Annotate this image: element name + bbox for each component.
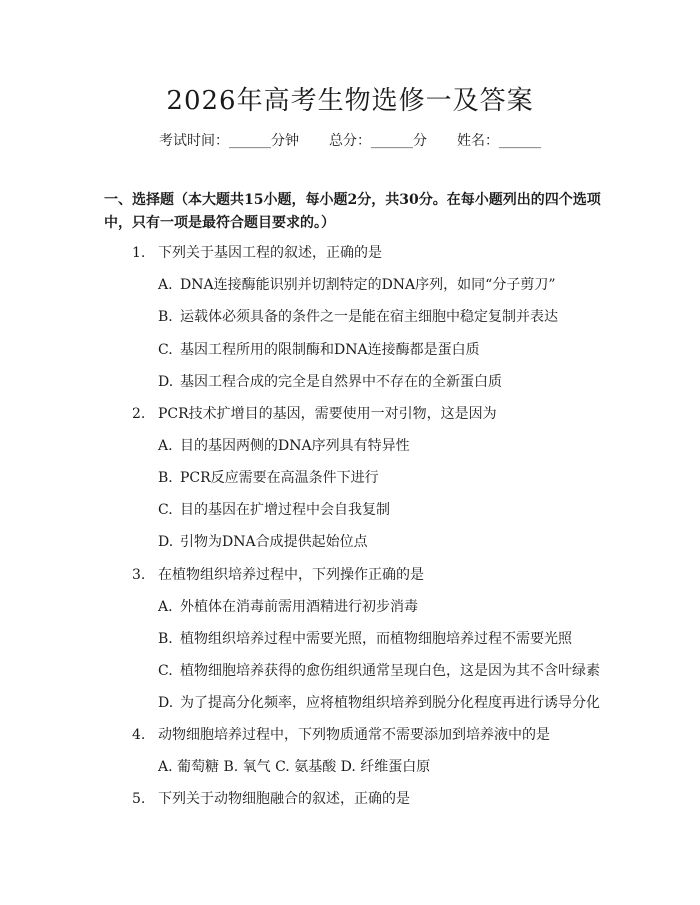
question-stem: 在植物组织培养过程中，下列操作正确的是 — [158, 567, 424, 583]
option-letter: C. — [158, 663, 173, 679]
option-letter: B. — [158, 470, 173, 486]
question-2-option-d — [158, 532, 618, 552]
exam-info-line — [0, 131, 700, 151]
option-text: 植物组织培养过程中需要光照，而植物细胞培养过程不需要光照 — [180, 631, 572, 647]
option-letter: D. — [158, 695, 174, 711]
option-text: 目的基因两侧的DNA序列具有特异性 — [180, 438, 410, 454]
question-3-option-d — [158, 693, 618, 713]
question-stem: 动物细胞培养过程中，下列物质通常不需要添加到培养液中的是 — [158, 727, 550, 743]
question-2-option-c — [158, 500, 618, 520]
page-title: 2026年高考生物选修一及答案 — [166, 86, 534, 116]
option-letter: B. — [158, 309, 173, 325]
exam-time-field: 考试时间：______分钟 — [159, 133, 299, 149]
total-score-field: 总分：______分 — [329, 133, 427, 149]
question-stem: 下列关于动物细胞融合的叙述，正确的是 — [158, 791, 410, 807]
option-text: PCR反应需要在高温条件下进行 — [180, 470, 379, 486]
option-text: 目的基因在扩增过程中会自我复制 — [180, 502, 390, 518]
question-2-option-b — [158, 468, 618, 488]
option-letter: A. — [158, 277, 173, 293]
question-3-option-a — [158, 597, 618, 617]
question-3-option-c — [158, 661, 618, 681]
option-text: 基因工程所用的限制酶和DNA连接酶都是蛋白质 — [180, 342, 480, 358]
student-name-field: 姓名：______ — [457, 133, 541, 149]
option-text: 植物细胞培养获得的愈伤组织通常呈现白色，这是因为其不含叶绿素 — [180, 663, 600, 679]
option-text: 为了提高分化频率，应将植物组织培养到脱分化程度再进行诱导分化 — [180, 695, 600, 711]
option-text: DNA连接酶能识别并切割特定的DNA序列，如同“分子剪刀” — [180, 277, 556, 293]
option-text: 引物为DNA合成提供起始位点 — [180, 534, 368, 550]
question-2-option-a — [158, 436, 618, 456]
question-5 — [132, 789, 612, 809]
question-3-option-b — [158, 629, 618, 649]
question-1-option-b — [158, 307, 618, 327]
question-number: 3. — [132, 567, 146, 583]
question-stem: 下列关于基因工程的叙述，正确的是 — [158, 245, 382, 261]
question-1-option-c — [158, 340, 618, 360]
question-number: 1. — [132, 245, 146, 261]
question-4-options: A. 葡萄糖 B. 氧气 C. 氨基酸 D. 纤维蛋白原 — [158, 759, 431, 775]
question-2 — [132, 404, 612, 424]
question-1 — [132, 243, 612, 263]
question-1-option-a — [158, 275, 618, 295]
option-letter: B. — [158, 631, 173, 647]
option-letter: A. — [158, 438, 173, 454]
section-heading: 一、选择题（本大题共15小题，每小题2分，共30分。在每小题列出的四个选项中，只有一项是最符合题目要求的。） — [104, 192, 601, 231]
option-text: 运载体必须具备的条件之一是能在宿主细胞中稳定复制并表达 — [180, 309, 558, 325]
option-letter: D. — [158, 534, 174, 550]
option-text: 基因工程合成的完全是自然界中不存在的全新蛋白质 — [180, 374, 502, 390]
option-letter: C. — [158, 342, 173, 358]
question-stem: PCR技术扩增目的基因，需要使用一对引物，这是因为 — [158, 406, 497, 422]
question-number: 2. — [132, 406, 146, 422]
question-number: 4. — [132, 727, 146, 743]
option-letter: A. — [158, 599, 173, 615]
option-letter: D. — [158, 374, 174, 390]
question-1-option-d — [158, 372, 618, 392]
question-3 — [132, 565, 612, 585]
question-number: 5. — [132, 791, 146, 807]
option-text: 外植体在消毒前需用酒精进行初步消毒 — [180, 599, 418, 615]
option-letter: C. — [158, 502, 173, 518]
question-4 — [132, 725, 612, 745]
